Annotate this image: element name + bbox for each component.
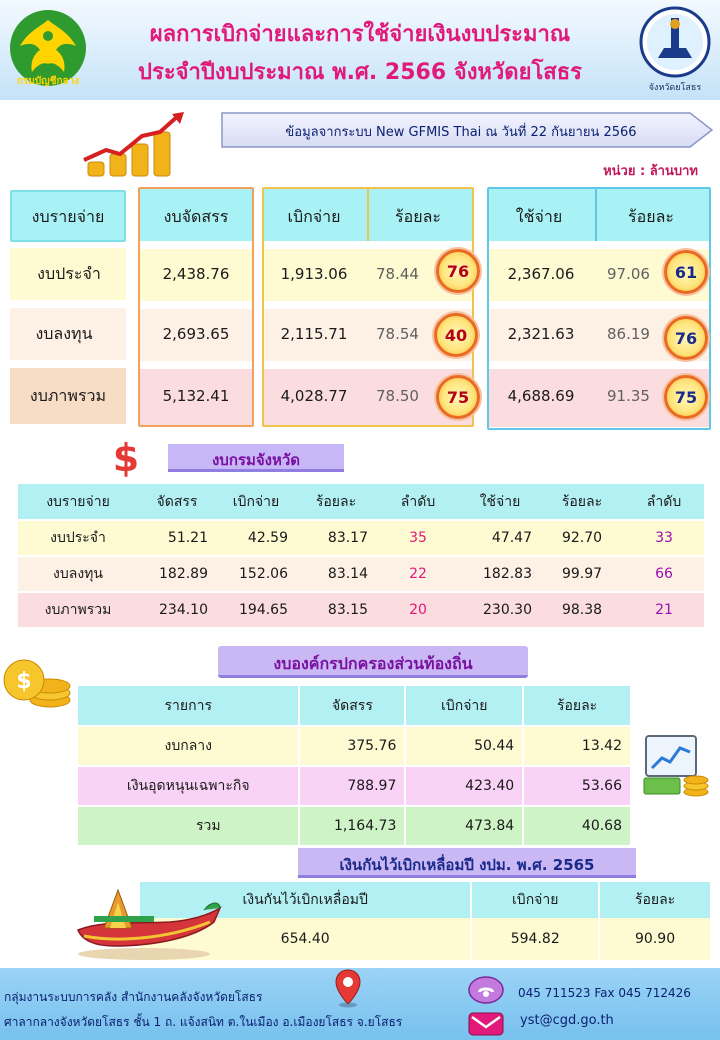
coin-stack-growth-icon [80, 110, 190, 180]
rocket-festival-boat-icon [74, 880, 224, 966]
rank-cell: 22 [376, 556, 460, 592]
disb-value-investment: 2,115.71 [280, 325, 348, 343]
location-pin-icon [334, 968, 362, 1008]
footer-office-name: กลุ่มงานระบบการคลัง สำนักงานคลังจังหวัดยโสธร [4, 990, 263, 1004]
rank-cell: 66 [624, 556, 704, 592]
dollar-sign-icon: $ [112, 436, 140, 480]
table-header-cell: เบิกจ่าย [216, 484, 296, 520]
alloc-cell: 234.10 [138, 592, 216, 628]
table-row [78, 806, 631, 846]
row-label: งบลงทุน [18, 556, 138, 592]
table-header-cell: ร้อยละ [540, 484, 624, 520]
gold-coins-icon [0, 650, 76, 710]
spend-cell: 182.83 [460, 556, 540, 592]
table-header-row [140, 882, 711, 918]
footer-phone-fax: 045 711523 Fax 045 712426 [518, 986, 691, 1000]
disb-cell: 473.84 [405, 806, 523, 846]
pct-cell: 99.97 [540, 556, 624, 592]
alloc-cell: 182.89 [138, 556, 216, 592]
table-row [18, 556, 704, 592]
table-header-cell: ร้อยละ [599, 882, 711, 918]
table-header-cell: รายการ [78, 686, 299, 726]
carryover-table [140, 882, 712, 960]
disb-cell: 152.06 [216, 556, 296, 592]
provincial-budget-table [18, 484, 704, 629]
table-row [18, 520, 704, 556]
category-header-cell [10, 190, 126, 242]
spend-cell: 230.30 [460, 592, 540, 628]
alloc-cell: 375.76 [299, 726, 405, 766]
table-header-cell: จัดสรร [299, 686, 405, 726]
disb-cell: 50.44 [405, 726, 523, 766]
spend-pct-overall: 91.35 [607, 387, 650, 405]
pct-cell: 83.14 [296, 556, 376, 592]
local-gov-table [78, 686, 632, 847]
chart-money-icon [640, 732, 712, 800]
footer-address: ศาลากลางจังหวัดยโสธร ชั้น 1 ถ. แจ้งสนิท ต.ในเมือง อ.เมืองยโสธร จ.ยโสธร [4, 1015, 403, 1029]
alloc-value-overall: 5,132.41 [162, 387, 230, 405]
pct-cell: 53.66 [523, 766, 631, 806]
disb-value-overall: 4,028.77 [280, 387, 348, 405]
footer-email-link[interactable]: yst@cgd.go.th [520, 1013, 614, 1028]
spend-value-recurrent: 2,367.06 [507, 265, 575, 283]
alloc-value-recurrent: 2,438.76 [162, 265, 230, 283]
disbursement-header: เบิกจ่าย [287, 207, 341, 226]
page-title-line1: ผลการเบิกจ่ายและการใช้จ่ายเงินงบประมาณ [149, 22, 571, 47]
table-row [18, 592, 704, 628]
section4-title: เงินกันไว้เบิกเหลื่อมปี งปม. พ.ศ. 2565 [339, 856, 595, 874]
disb-pct-recurrent: 78.44 [376, 265, 419, 283]
alloc-cell: 1,164.73 [299, 806, 405, 846]
table-header-cell: ร้อยละ [296, 484, 376, 520]
rank-cell: 20 [376, 592, 460, 628]
pct-cell: 40.68 [523, 806, 631, 846]
row-label-overall: งบภาพรวม [29, 386, 107, 405]
alloc-cell: 788.97 [299, 766, 405, 806]
phone-icon [468, 976, 504, 1004]
spend-pct-investment: 86.19 [607, 325, 650, 343]
rank-badge-spend-investment: 76 [664, 316, 708, 360]
alloc-value-investment: 2,693.65 [162, 325, 230, 343]
allocation-header: งบจัดสรร [163, 207, 229, 226]
rank-badge-disb-recurrent: 76 [436, 249, 480, 293]
table-header-cell: ลำดับ [376, 484, 460, 520]
section3-title: งบองค์กรปกครองส่วนท้องถิ่น [273, 654, 473, 673]
pct-cell: 83.17 [296, 520, 376, 556]
email-icon [468, 1012, 504, 1036]
rank-cell: 21 [624, 592, 704, 628]
right-logo-caption: จังหวัดยโสธร [648, 83, 702, 93]
spend-pct-recurrent: 97.06 [607, 265, 650, 283]
rank-cell: 33 [624, 520, 704, 556]
pct-cell: 90.90 [599, 918, 711, 960]
table-header-cell: ใช้จ่าย [460, 484, 540, 520]
rank-badge-spend-overall: 75 [664, 375, 708, 419]
disb-value-recurrent: 1,913.06 [280, 265, 348, 283]
row-label-investment: งบลงทุน [35, 324, 93, 343]
table-header-cell: ร้อยละ [523, 686, 631, 726]
allocation-box [138, 187, 254, 427]
table-header-cell: ลำดับ [624, 484, 704, 520]
spending-header: ใช้จ่าย [515, 207, 563, 226]
rank-badge-spend-recurrent: 61 [664, 250, 708, 294]
table-header-cell: จัดสรร [138, 484, 216, 520]
svg-text:$: $ [16, 669, 32, 694]
pct-cell: 92.70 [540, 520, 624, 556]
alloc-cell: 51.21 [138, 520, 216, 556]
page-title-line2: ประจำปีงบประมาณ พ.ศ. 2566 จังหวัดยโสธร [138, 60, 582, 85]
disb-divider [367, 189, 369, 241]
spend-value-investment: 2,321.63 [507, 325, 575, 343]
table-header-cell: เบิกจ่าย [471, 882, 599, 918]
spend-percent-header: ร้อยละ [628, 207, 674, 226]
table-header-cell: งบรายจ่าย [18, 484, 138, 520]
disb-pct-investment: 78.54 [376, 325, 419, 343]
table-header-row [78, 686, 631, 726]
rank-cell: 35 [376, 520, 460, 556]
unit-label: หน่วย : ล้านบาท [603, 164, 698, 179]
row-label: เงินอุดหนุนเฉพาะกิจ [78, 766, 299, 806]
pct-cell: 98.38 [540, 592, 624, 628]
table-row [140, 918, 711, 960]
spend-value-overall: 4,688.69 [507, 387, 575, 405]
left-logo-caption: กรมบัญชีกลาง [16, 76, 80, 87]
row-label-recurrent: งบประจำ [37, 264, 101, 283]
category-header-text: งบรายจ่าย [31, 207, 105, 226]
table-header-row [18, 484, 704, 520]
section2-title: งบกรมจังหวัด [211, 451, 301, 469]
disb-cell: 42.59 [216, 520, 296, 556]
spend-cell: 47.47 [460, 520, 540, 556]
pct-cell: 13.42 [523, 726, 631, 766]
pct-cell: 83.15 [296, 592, 376, 628]
reserve-cell: 654.40 [140, 918, 471, 960]
spend-divider [595, 189, 597, 241]
table-row [78, 726, 631, 766]
disb-cell: 594.82 [471, 918, 599, 960]
table-header-cell: เงินกันไว้เบิกเหลื่อมปี [140, 882, 471, 918]
rank-badge-disb-overall: 75 [436, 375, 480, 419]
row-label: รวม [78, 806, 299, 846]
disb-cell: 194.65 [216, 592, 296, 628]
row-label: งบภาพรวม [18, 592, 138, 628]
disb-percent-header: ร้อยละ [395, 207, 441, 226]
data-source-text: ข้อมูลจากระบบ New GFMIS Thai ณ วันที่ 22 กันยายน 2566 [285, 125, 637, 140]
table-row [78, 766, 631, 806]
disb-pct-overall: 78.50 [376, 387, 419, 405]
disb-cell: 423.40 [405, 766, 523, 806]
row-label: งบกลาง [78, 726, 299, 766]
rank-badge-disb-investment: 40 [434, 313, 478, 357]
table-header-cell: เบิกจ่าย [405, 686, 523, 726]
row-label: งบประจำ [18, 520, 138, 556]
